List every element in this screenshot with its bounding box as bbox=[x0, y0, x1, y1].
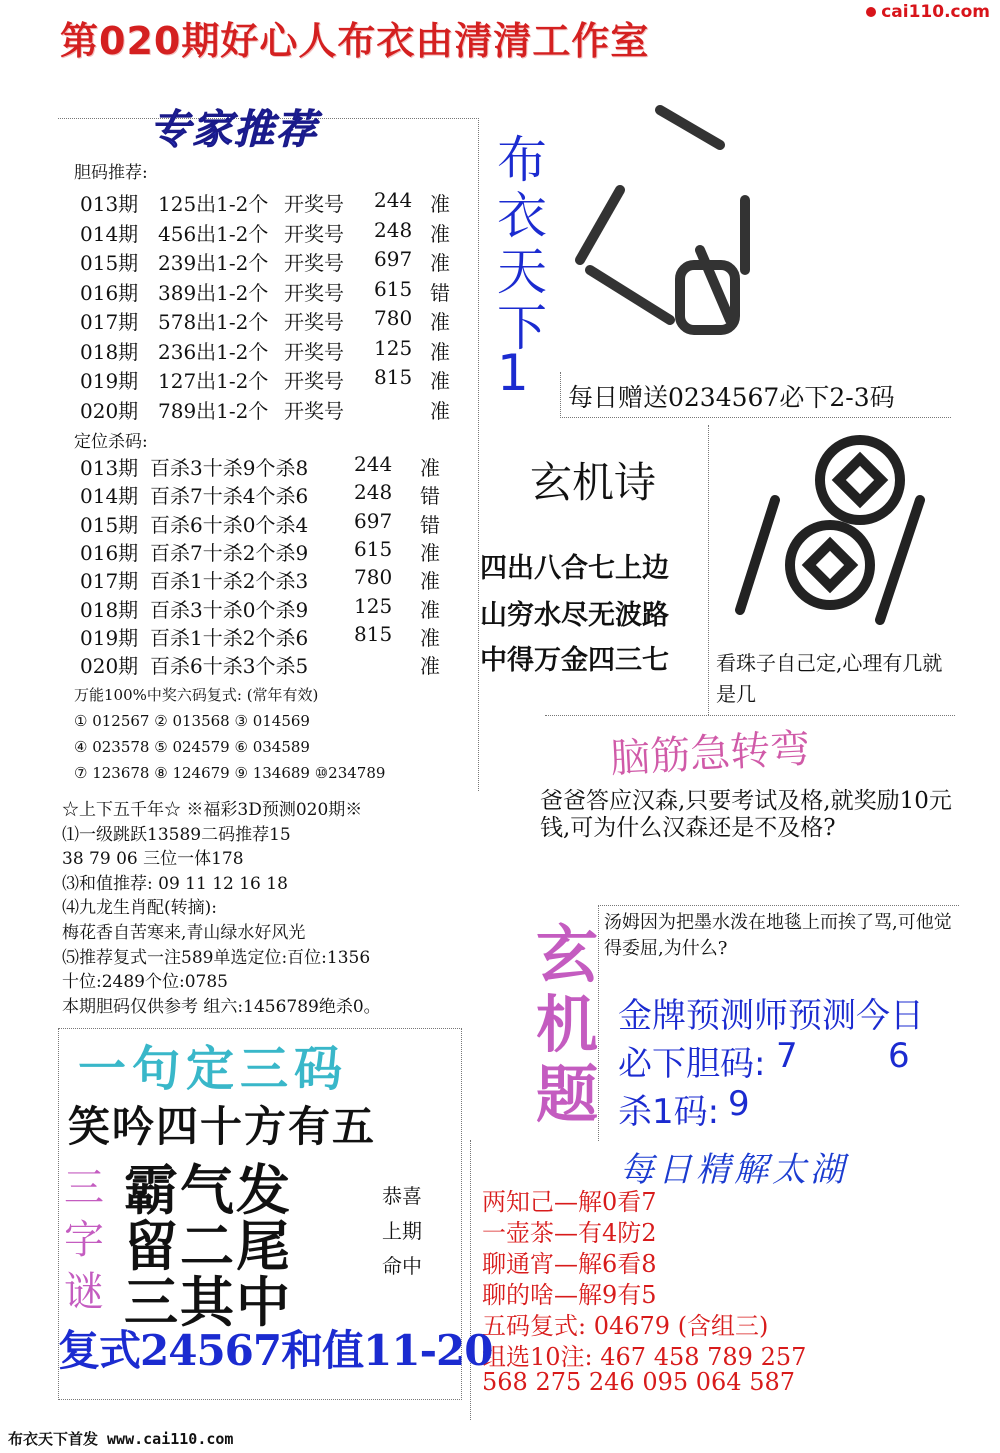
dan-period: 019期 bbox=[80, 369, 139, 393]
footer-text: 布衣天下首发 www.cai110.com bbox=[8, 1430, 234, 1448]
site-logo-text: cai110.com bbox=[881, 2, 990, 22]
dan-number: 125 bbox=[374, 335, 413, 360]
kill-result: 准 bbox=[420, 597, 440, 622]
kill-number: 125 bbox=[354, 593, 393, 618]
sentence-side-char: 谜 bbox=[64, 1269, 104, 1315]
forecast-line: ☆上下五千年☆ ※福彩3D预测020期※ bbox=[62, 800, 363, 820]
dan-tip: 578出1-2个 bbox=[158, 310, 269, 334]
forecast-line: ⑶和值推荐: 09 11 12 16 18 bbox=[62, 873, 288, 894]
logo-dot-icon bbox=[866, 7, 876, 17]
gold-dan-label: 必下胆码: bbox=[618, 1044, 766, 1084]
riddle-title: 脑筋急转弯 bbox=[609, 725, 812, 783]
kill-tip: 百杀1十杀2个杀6 bbox=[150, 625, 309, 650]
sentence-side-char: 字 bbox=[64, 1217, 104, 1263]
dan-period: 014期 bbox=[80, 221, 139, 246]
kill-label: 定位杀码: bbox=[74, 432, 148, 452]
dan-draw-label: 开奖号 bbox=[284, 251, 344, 275]
kill-tip: 百杀3十杀9个杀8 bbox=[150, 456, 309, 480]
expert-heading: 专家推荐 bbox=[150, 107, 318, 153]
dan-tip: 239出1-2个 bbox=[158, 251, 269, 275]
poem-line: 中得万金四三七 bbox=[480, 645, 669, 676]
dan-period: 013期 bbox=[80, 192, 139, 216]
dan-draw-label: 开奖号 bbox=[284, 221, 344, 246]
kill-result: 准 bbox=[420, 625, 440, 650]
forecast-line: 38 79 06 三位一体178 bbox=[62, 849, 244, 870]
kill-number: 815 bbox=[354, 621, 393, 646]
taihu-line: 一壶茶—有4防2 bbox=[482, 1219, 657, 1247]
kill-tip: 百杀6十杀3个杀5 bbox=[150, 654, 309, 679]
dan-number: 780 bbox=[374, 306, 413, 330]
kill-number: 780 bbox=[354, 565, 393, 590]
poem-note-box bbox=[708, 425, 709, 715]
taihu-line: 聊的啥—解9有5 bbox=[482, 1281, 657, 1309]
forecast-line: ⑷九龙生肖配(转摘): bbox=[62, 898, 217, 919]
dan-period: 018期 bbox=[80, 339, 139, 364]
sentence-big-line: 霸气发 bbox=[124, 1159, 292, 1222]
xuanji-char: 机 bbox=[536, 988, 599, 1061]
congrats-line: 命中 bbox=[382, 1254, 422, 1278]
sentence-side-char: 三 bbox=[64, 1165, 104, 1211]
dan-draw-label: 开奖号 bbox=[284, 369, 344, 393]
congrats-line: 恭喜 bbox=[382, 1184, 422, 1208]
sentence-big-line: 三其中 bbox=[124, 1271, 292, 1334]
dan-tip: 236出1-2个 bbox=[158, 339, 269, 364]
kill-tip: 百杀6十杀0个杀4 bbox=[150, 512, 309, 537]
kill-result: 准 bbox=[420, 540, 440, 565]
kill-result: 准 bbox=[420, 654, 440, 679]
taihu-divider bbox=[470, 1140, 471, 1420]
dan-result: 准 bbox=[430, 398, 450, 423]
kill-period: 019期 bbox=[80, 625, 139, 650]
kill-tip: 百杀7十杀2个杀9 bbox=[150, 540, 309, 565]
daily-gift-text: 每日赠送0234567必下2-3码 bbox=[568, 383, 895, 412]
riddle-divider bbox=[545, 715, 955, 716]
dan-tip: 456出1-2个 bbox=[158, 221, 269, 246]
dan-result: 准 bbox=[430, 221, 450, 246]
dan-result: 准 bbox=[430, 339, 450, 364]
kill-result: 错 bbox=[420, 512, 440, 537]
kill-tip: 百杀3十杀0个杀9 bbox=[150, 597, 309, 622]
taihu-title: 每日精解太湖 bbox=[620, 1150, 848, 1190]
poem-note: 看珠子自己定,心理有几就是几 bbox=[716, 651, 943, 706]
coins-graphic bbox=[720, 420, 950, 640]
kill-period: 013期 bbox=[80, 456, 139, 480]
dan-tip: 125出1-2个 bbox=[158, 192, 269, 216]
taihu-line: 五码复式: 04679 (含组三) bbox=[482, 1312, 769, 1340]
kill-tip: 百杀7十杀4个杀6 bbox=[150, 484, 309, 509]
gold-kill-value: 9 bbox=[728, 1084, 750, 1124]
buyi-char: 天 bbox=[497, 243, 547, 301]
six-code-line: ⑦ 123678 ⑧ 124679 ⑨ 134689 ⑩234789 bbox=[74, 764, 386, 782]
gold-line: 金牌预测师预测今日 bbox=[618, 996, 924, 1036]
dan-tip: 389出1-2个 bbox=[158, 280, 269, 305]
buyi-char: 布 bbox=[497, 131, 547, 189]
dan-number: 815 bbox=[374, 365, 413, 389]
kill-period: 015期 bbox=[80, 512, 139, 537]
kill-result: 准 bbox=[420, 456, 440, 480]
xuanji-char: 题 bbox=[536, 1058, 599, 1131]
dan-label: 胆码推荐: bbox=[74, 163, 148, 183]
xuanji-text: 汤姆因为把墨水泼在地毯上而挨了骂,可他觉得委屈,为什么? bbox=[604, 912, 952, 959]
poem-line: 四出八合七上边 bbox=[480, 553, 669, 584]
dan-period: 016期 bbox=[80, 280, 139, 305]
riddle-text: 爸爸答应汉森,只要考试及格,就奖励10元钱,可为什么汉森还是不及格? bbox=[540, 788, 952, 841]
dan-period: 020期 bbox=[80, 398, 139, 423]
forecast-line: ⑸推荐复式一注589单选定位:百位:1356 bbox=[62, 947, 371, 968]
site-logo[interactable] bbox=[866, 2, 990, 22]
kill-tip: 百杀1十杀2个杀3 bbox=[150, 569, 309, 594]
congrats-line: 上期 bbox=[382, 1219, 422, 1243]
dan-result: 准 bbox=[430, 251, 450, 275]
page-title: 第020期好心人布衣由清清工作室 bbox=[60, 19, 650, 63]
forecast-line: 本期胆码仅供参考 组六:1456789绝杀0。 bbox=[62, 996, 381, 1017]
kill-result: 准 bbox=[420, 569, 440, 594]
sentence-title: 一句定三码 bbox=[78, 1041, 349, 1097]
gold-dan-b: 6 bbox=[888, 1036, 910, 1076]
xuanji-char: 玄 bbox=[536, 918, 599, 991]
gold-dan-a: 7 bbox=[776, 1036, 798, 1076]
dan-result: 准 bbox=[430, 192, 450, 216]
buyi-char: 1 bbox=[497, 344, 529, 402]
kill-number: 248 bbox=[354, 480, 393, 505]
buyi-char: 衣 bbox=[497, 187, 547, 245]
kill-period: 018期 bbox=[80, 597, 139, 622]
dan-number: 244 bbox=[374, 188, 413, 212]
forecast-line: 十位:2489个位:0785 bbox=[62, 972, 228, 993]
dan-result: 准 bbox=[430, 369, 450, 393]
kill-period: 014期 bbox=[80, 484, 139, 509]
taihu-line: 568 275 246 095 064 587 bbox=[482, 1368, 795, 1396]
gold-kill-label: 杀1码: bbox=[618, 1092, 720, 1132]
dan-period: 015期 bbox=[80, 251, 139, 275]
dan-draw-label: 开奖号 bbox=[284, 280, 344, 305]
taihu-line: 组选10注: 467 458 789 257 bbox=[482, 1343, 807, 1371]
dan-draw-label: 开奖号 bbox=[284, 398, 344, 423]
poem-title: 玄机诗 bbox=[530, 458, 657, 507]
forecast-line: 梅花香自苦寒来,青山绿水好风光 bbox=[62, 923, 306, 943]
kill-period: 017期 bbox=[80, 569, 139, 594]
kill-number: 697 bbox=[354, 508, 393, 533]
dan-result: 错 bbox=[430, 280, 450, 305]
dan-number: 615 bbox=[374, 276, 413, 301]
kill-number: 244 bbox=[354, 452, 393, 476]
kill-number: 615 bbox=[354, 536, 393, 561]
dan-result: 准 bbox=[430, 310, 450, 334]
dan-draw-label: 开奖号 bbox=[284, 339, 344, 364]
sentence-footer: 复式24567和值11-20 bbox=[58, 1326, 493, 1375]
sentence-riddle: 笑吟四十方有五 bbox=[68, 1102, 377, 1151]
dan-tip: 789出1-2个 bbox=[158, 398, 269, 423]
buyi-char: 下 bbox=[497, 299, 547, 357]
dan-period: 017期 bbox=[80, 310, 139, 334]
dan-number: 697 bbox=[374, 247, 413, 271]
square-puzzle-graphic bbox=[560, 90, 750, 380]
taihu-line: 两知己—解0看7 bbox=[482, 1188, 657, 1216]
kill-period: 016期 bbox=[80, 540, 139, 565]
dan-draw-label: 开奖号 bbox=[284, 192, 344, 216]
six-code-line: ④ 023578 ⑤ 024579 ⑥ 034589 bbox=[74, 738, 310, 756]
taihu-line: 聊通宵—解6看8 bbox=[482, 1250, 657, 1278]
kill-period: 020期 bbox=[80, 654, 139, 679]
dan-draw-label: 开奖号 bbox=[284, 310, 344, 334]
six-code-label: 万能100%中奖六码复式: (常年有效) bbox=[74, 686, 319, 704]
sentence-big-line: 留二尾 bbox=[124, 1215, 292, 1278]
dan-number: 248 bbox=[374, 217, 413, 242]
poem-line: 山穷水尽无波路 bbox=[480, 600, 669, 631]
kill-result: 错 bbox=[420, 484, 440, 509]
forecast-line: ⑴一级跳跃13589二码推荐15 bbox=[62, 824, 291, 845]
six-code-line: ① 012567 ② 013568 ③ 014569 bbox=[74, 712, 310, 730]
dan-tip: 127出1-2个 bbox=[158, 369, 269, 393]
